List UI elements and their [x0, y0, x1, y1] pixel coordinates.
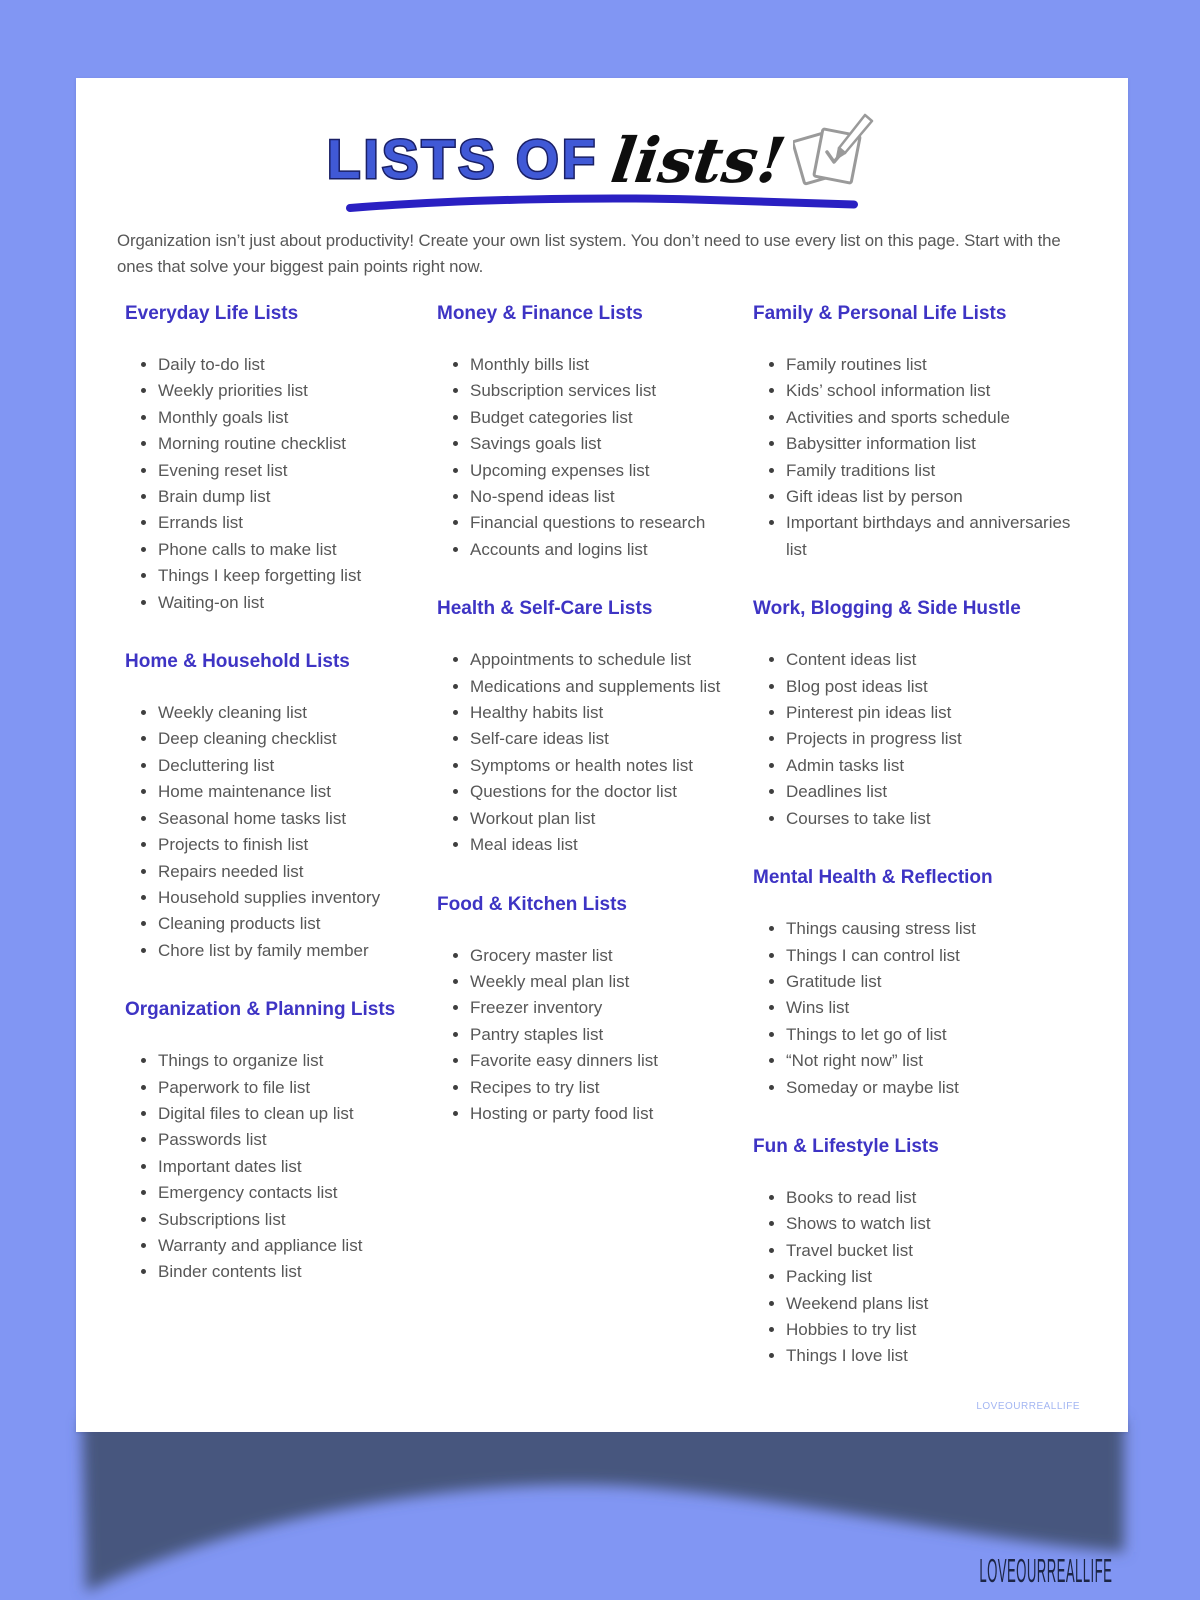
- list-item: • Things causing stress list: [786, 916, 1089, 942]
- list-section: [437, 302, 753, 563]
- list-item: • Morning routine checklist: [158, 431, 437, 457]
- list-item: • Travel bucket list: [786, 1238, 1089, 1264]
- list-item: • Deadlines list: [786, 779, 1089, 805]
- list-item: • Chore list by family member: [158, 938, 437, 964]
- section-list: [125, 700, 437, 964]
- section-heading: Family & Personal Life Lists: [753, 303, 1007, 324]
- list-item: • Pinterest pin ideas list: [786, 700, 1089, 726]
- section-heading: Everyday Life Lists: [125, 303, 299, 324]
- section-list: [437, 943, 753, 1128]
- list-item: • Admin tasks list: [786, 753, 1089, 779]
- list-item: • Decluttering list: [158, 753, 437, 779]
- list-item: • Seasonal home tasks list: [158, 806, 437, 832]
- list-item: • Things I can control list: [786, 943, 1089, 969]
- list-item: • Weekend plans list: [786, 1291, 1089, 1317]
- title-script: lists!: [607, 124, 791, 197]
- list-item: • Kids’ school information list: [786, 378, 1089, 404]
- list-section: [437, 893, 753, 1128]
- list-item: • Accounts and logins list: [470, 537, 753, 563]
- list-item: • Symptoms or health notes list: [470, 753, 753, 779]
- section-list: [125, 352, 437, 616]
- list-item: • Favorite easy dinners list: [470, 1048, 753, 1074]
- list-item: • Monthly bills list: [470, 352, 753, 378]
- section-list: [437, 647, 753, 858]
- list-item: • Meal ideas list: [470, 832, 753, 858]
- list-item: • Household supplies inventory: [158, 885, 437, 911]
- section-list: [125, 1048, 437, 1286]
- list-item: • Upcoming expenses list: [470, 458, 753, 484]
- list-item: • Important dates list: [158, 1154, 437, 1180]
- list-item: • Home maintenance list: [158, 779, 437, 805]
- list-item: • Weekly cleaning list: [158, 700, 437, 726]
- list-item: • Grocery master list: [470, 943, 753, 969]
- section-list: [753, 916, 1089, 1101]
- list-column: [125, 302, 437, 1286]
- list-item: • Binder contents list: [158, 1259, 437, 1285]
- list-item: • Subscription services list: [470, 378, 753, 404]
- list-item: • Questions for the doctor list: [470, 779, 753, 805]
- list-item: • “Not right now” list: [786, 1048, 1089, 1074]
- printable-page: [76, 78, 1128, 1432]
- section-heading: Food & Kitchen Lists: [437, 893, 627, 915]
- list-section: [125, 302, 437, 616]
- section-list: [753, 1185, 1089, 1370]
- section-list: [753, 352, 1089, 563]
- list-item: • Evening reset list: [158, 458, 437, 484]
- list-item: • Things to organize list: [158, 1048, 437, 1074]
- list-item: • Gratitude list: [786, 969, 1089, 995]
- list-item: • Family routines list: [786, 352, 1089, 378]
- list-item: • Courses to take list: [786, 806, 1089, 832]
- list-item: • Waiting-on list: [158, 590, 437, 616]
- list-section: [753, 866, 1102, 1101]
- list-item: • Books to read list: [786, 1185, 1089, 1211]
- list-item: • Digital files to clean up list: [158, 1101, 437, 1127]
- list-item: • Phone calls to make list: [158, 537, 437, 563]
- title-underline: [342, 194, 862, 214]
- section-heading: Work, Blogging & Side Hustle: [753, 598, 1021, 620]
- list-item: • Deep cleaning checklist: [158, 726, 437, 752]
- page-watermark: LOVEOURREALLIFE: [976, 1401, 1080, 1412]
- list-section: [437, 597, 753, 858]
- list-item: • No-spend ideas list: [470, 484, 753, 510]
- section-list: [753, 647, 1089, 832]
- list-item: • Medications and supplements list: [470, 674, 753, 700]
- list-item: • Passwords list: [158, 1127, 437, 1153]
- list-item: • Errands list: [158, 510, 437, 536]
- intro-text: Organization isn’t just about productivity! Create your own list system. You don’t need to use every list on this page. Start with the ones that solve your biggest pain points right now.: [117, 231, 1061, 276]
- list-item: • Self-care ideas list: [470, 726, 753, 752]
- page-title: [76, 78, 1128, 197]
- list-item: • Budget categories list: [470, 405, 753, 431]
- list-section: [125, 998, 437, 1286]
- list-columns: [76, 280, 1128, 1370]
- list-item: • Blog post ideas list: [786, 674, 1089, 700]
- list-item: • Things I love list: [786, 1343, 1089, 1369]
- list-column: [437, 302, 753, 1127]
- list-item: • Content ideas list: [786, 647, 1089, 673]
- list-item: • Emergency contacts list: [158, 1180, 437, 1206]
- list-item: • Healthy habits list: [470, 700, 753, 726]
- list-item: • Repairs needed list: [158, 859, 437, 885]
- list-item: • Things to let go of list: [786, 1022, 1089, 1048]
- list-item: • Packing list: [786, 1264, 1089, 1290]
- section-heading: Money & Finance Lists: [437, 303, 643, 324]
- list-item: • Gift ideas list by person: [786, 484, 1089, 510]
- list-item: • Subscriptions list: [158, 1207, 437, 1233]
- list-item: • Paperwork to file list: [158, 1075, 437, 1101]
- list-item: • Hobbies to try list: [786, 1317, 1089, 1343]
- notepad-pencil-icon: [793, 108, 877, 188]
- section-heading: Organization & Planning Lists: [125, 999, 396, 1021]
- list-item: • Hosting or party food list: [470, 1101, 753, 1127]
- section-heading: Mental Health & Reflection: [753, 867, 993, 889]
- list-item: • Babysitter information list: [786, 431, 1089, 457]
- list-item: • Financial questions to research: [470, 510, 753, 536]
- section-heading: Fun & Lifestyle Lists: [753, 1135, 939, 1157]
- section-heading: Home & Household Lists: [125, 651, 350, 673]
- list-item: • Monthly goals list: [158, 405, 437, 431]
- section-list: [437, 352, 753, 563]
- title-caps: LISTS OF: [326, 128, 599, 190]
- list-section: [125, 650, 437, 964]
- list-item: • Cleaning products list: [158, 911, 437, 937]
- list-item: • Activities and sports schedule: [786, 405, 1089, 431]
- list-item: • Things I keep forgetting list: [158, 563, 437, 589]
- list-item: • Family traditions list: [786, 458, 1089, 484]
- list-item: • Freezer inventory: [470, 995, 753, 1021]
- list-item: • Weekly meal plan list: [470, 969, 753, 995]
- list-item: • Warranty and appliance list: [158, 1233, 437, 1259]
- list-item: • Pantry staples list: [470, 1022, 753, 1048]
- list-item: • Someday or maybe list: [786, 1075, 1089, 1101]
- site-brand: LOVEOURREALLIFE: [979, 1552, 1112, 1589]
- section-heading: Health & Self-Care Lists: [437, 598, 653, 620]
- list-item: • Weekly priorities list: [158, 378, 437, 404]
- list-item: • Workout plan list: [470, 806, 753, 832]
- list-item: • Shows to watch list: [786, 1211, 1089, 1237]
- list-item: • Wins list: [786, 995, 1089, 1021]
- list-item: • Brain dump list: [158, 484, 437, 510]
- list-section: [753, 302, 1102, 563]
- list-item: • Appointments to schedule list: [470, 647, 753, 673]
- list-section: [753, 1135, 1102, 1370]
- list-item: • Recipes to try list: [470, 1075, 753, 1101]
- list-column: [753, 302, 1102, 1370]
- list-item: • Projects to finish list: [158, 832, 437, 858]
- list-item: • Important birthdays and anniversaries list: [786, 510, 1089, 563]
- list-item: • Savings goals list: [470, 431, 753, 457]
- list-section: [753, 597, 1102, 832]
- list-item: • Daily to-do list: [158, 352, 437, 378]
- list-item: • Projects in progress list: [786, 726, 1089, 752]
